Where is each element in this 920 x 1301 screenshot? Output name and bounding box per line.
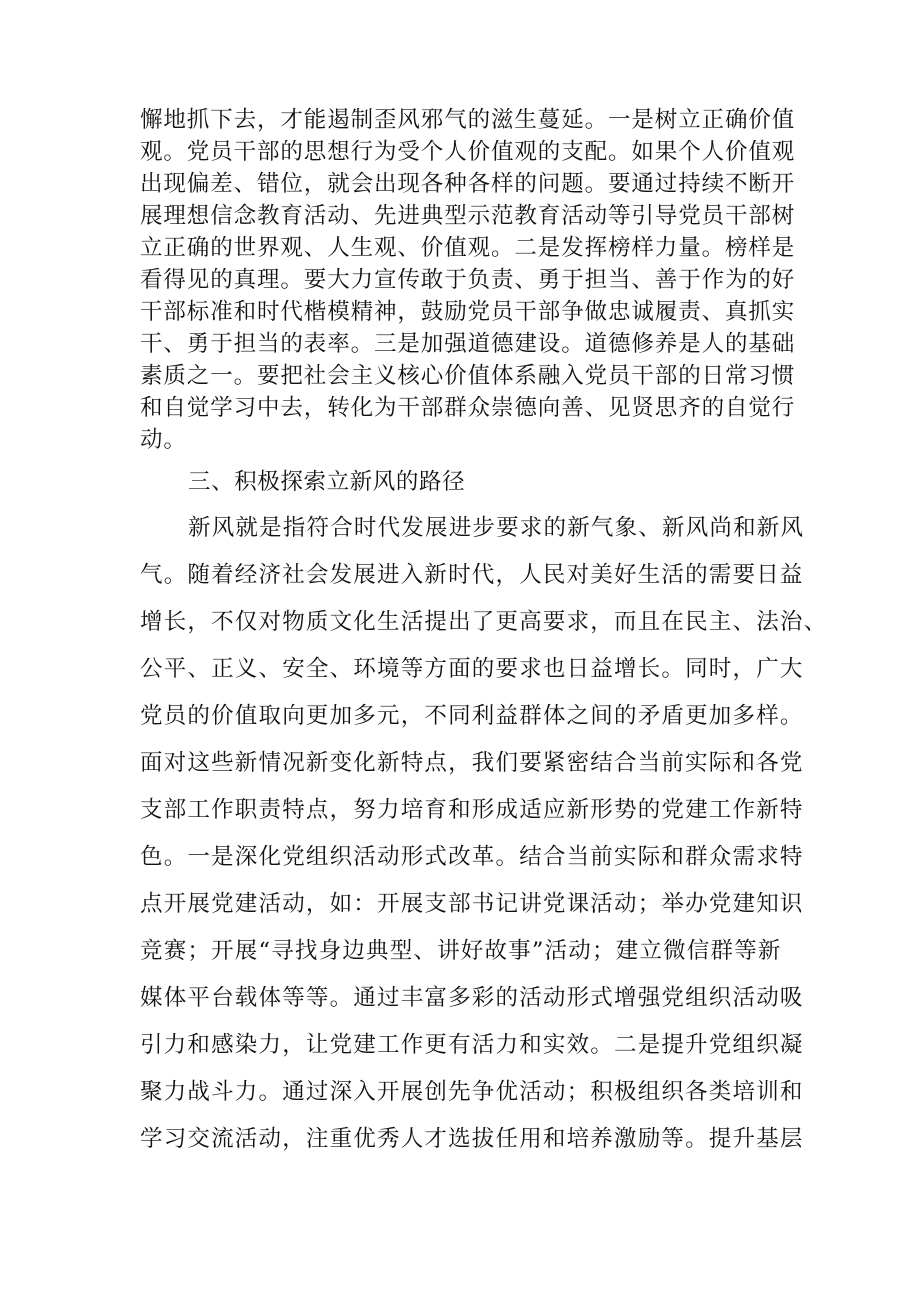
text-line: 支部工作职责特点，努力培育和形成适应新形势的党建工作新特 [140, 797, 804, 823]
text-line: 干部标准和时代楷模精神，鼓励党员干部争做忠诚履责、真抓实 [140, 299, 796, 325]
text-line: 动。 [140, 427, 187, 453]
text-line: 新风就是指符合时代发展进步要求的新气象、新风尚和新风 [188, 515, 805, 541]
text-line: 公平、正义、安全、环境等方面的要求也日益增长。同时，广大 [140, 656, 804, 682]
text-line: 面对这些新情况新变化新特点，我们要紧密结合当前实际和各党 [140, 750, 804, 776]
text-line: 党员的价值取向更加多元，不同利益群体之间的矛盾更加多样。 [140, 703, 804, 729]
text-line: 和自觉学习中去，转化为干部群众崇德向善、见贤思齐的自觉行 [140, 395, 796, 421]
text-line: 素质之一。要把社会主义核心价值体系融入党员干部的日常习惯 [140, 363, 796, 389]
text-line: 聚力战斗力。通过深入开展创先争优活动；积极组织各类培训和 [140, 1079, 804, 1105]
text-line: 增长，不仅对物质文化生活提出了更高要求，而且在民主、法治、 [140, 609, 828, 635]
text-line: 观。党员干部的思想行为受个人价值观的支配。如果个人价值观 [140, 139, 796, 165]
text-line: 懈地抓下去，才能遏制歪风邪气的滋生蔓延。一是树立正确价值 [140, 107, 796, 133]
text-line: 引力和感染力，让党建工作更有活力和实效。二是提升党组织凝 [140, 1032, 804, 1058]
text-line: 色。一是深化党组织活动形式改革。结合当前实际和群众需求特 [140, 844, 804, 870]
text-line: 看得见的真理。要大力宣传敢于负责、勇于担当、善于作为的好 [140, 267, 796, 293]
text-line: 干、勇于担当的表率。三是加强道德建设。道德修养是人的基础 [140, 331, 796, 357]
text-line: 立正确的世界观、人生观、价值观。二是发挥榜样力量。榜样是 [140, 235, 796, 261]
text-line: 展理想信念教育活动、先进典型示范教育活动等引导党员干部树 [140, 203, 796, 229]
section-heading: 三、积极探索立新风的路径 [188, 469, 466, 495]
text-line: 点开展党建活动，如：开展支部书记讲党课活动；举办党建知识 [140, 891, 804, 917]
text-line: 学习交流活动，注重优秀人才选拔任用和培养激励等。提升基层 [140, 1126, 804, 1152]
text-line: 竞赛；开展“寻找身边典型、讲好故事”活动；建立微信群等新 [140, 938, 782, 964]
text-line: 出现偏差、错位，就会出现各种各样的问题。要通过持续不断开 [140, 171, 796, 197]
text-line: 气。随着经济社会发展进入新时代，人民对美好生活的需要日益 [140, 562, 804, 588]
text-line: 媒体平台载体等等。通过丰富多彩的活动形式增强党组织活动吸 [140, 985, 804, 1011]
